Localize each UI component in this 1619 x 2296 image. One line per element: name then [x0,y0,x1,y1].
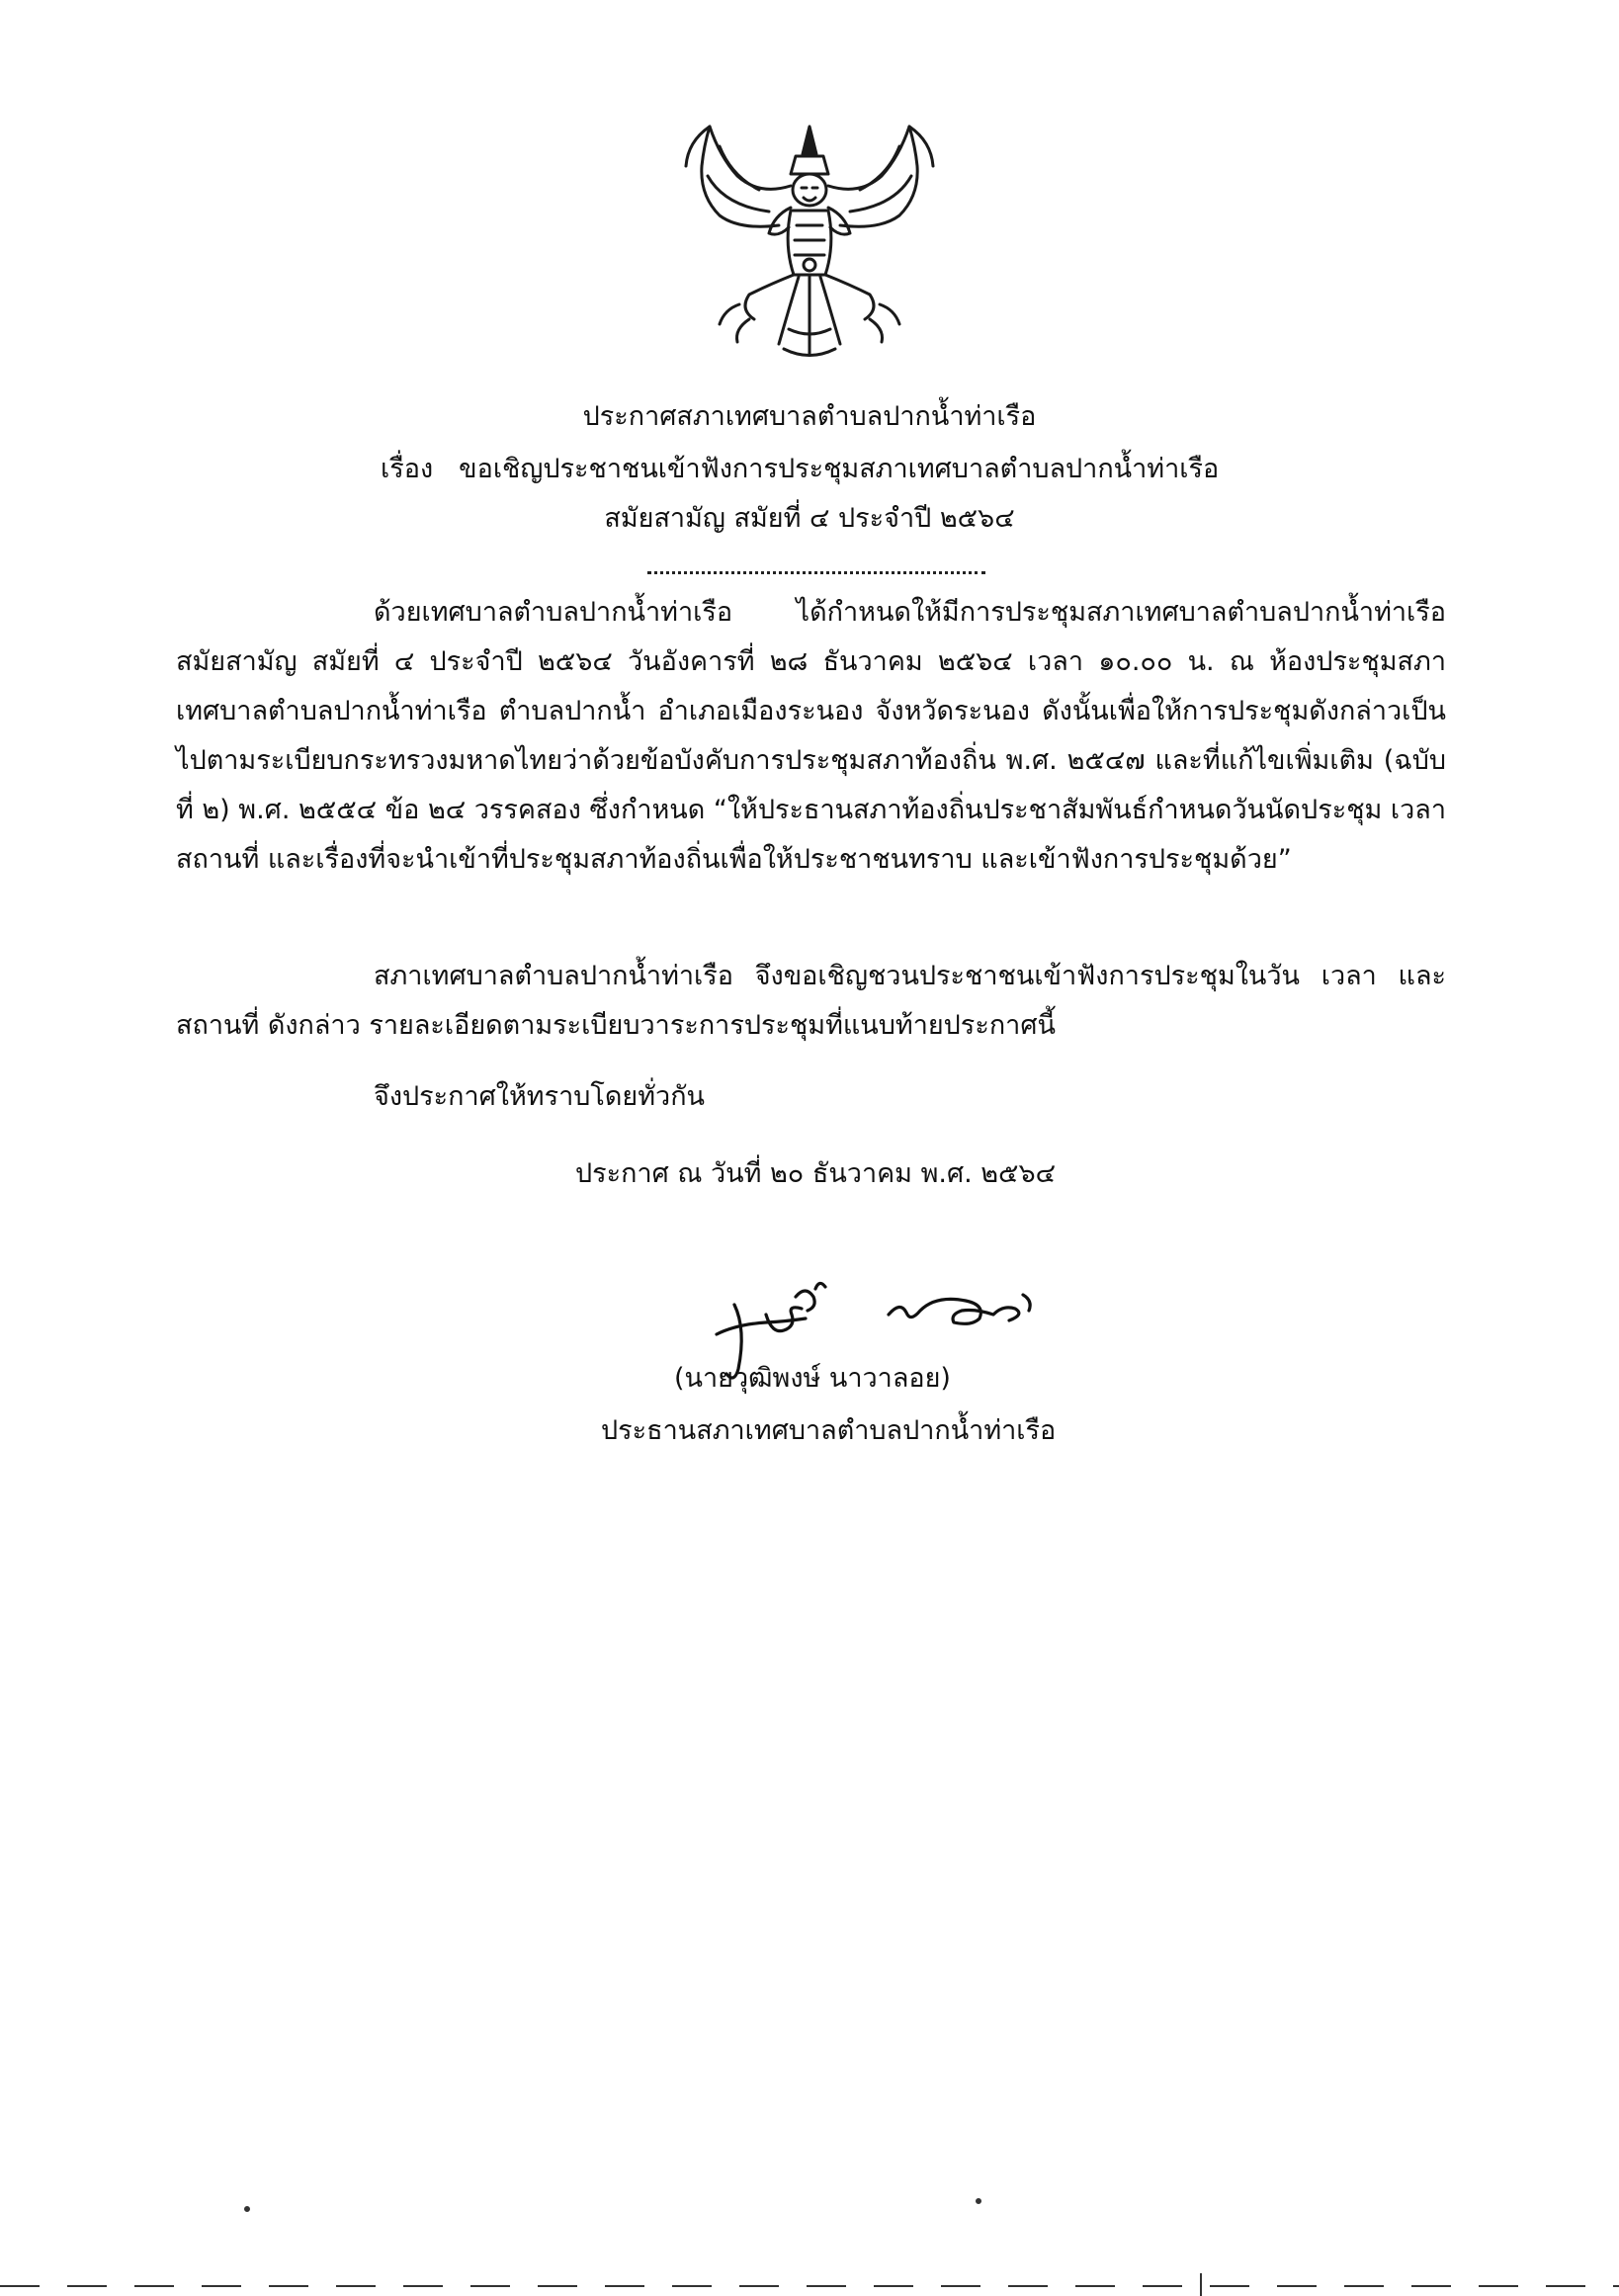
dotted-separator [647,571,985,574]
body-paragraph-2: สภาเทศบาลตำบลปากน้ำท่าเรือ จึงขอเชิญชวนประชาชนเข้าฟังการประชุมในวัน เวลา และสถานที่ ดังกล่าว รายละเอียดตามระเบียบวาระการประชุมที่แนบท้ายประกาศนี้ [176,961,1446,1041]
scan-artifact-marks [0,2174,1619,2296]
body-paragraph-1: ด้วยเทศบาลตำบลปากน้ำท่าเรือ ได้กำหนดให้มีการประชุมสภาเทศบาลตำบลปากน้ำท่าเรือ สมัยสามัญ สมัยที่ ๔ ประจำปี ๒๕๖๔ วันอังคารที่ ๒๘ ธันวาคม ๒๕๖๔ เวลา ๑๐.๐๐ น. ณ ห้องประชุมสภาเทศบาลตำบลปากน้ำท่าเรือ ตำบลปากน้ำ อำเภอเมืองระนอง จังหวัดระนอง ดังนั้นเพื่อให้การประชุมดังกล่าวเป็นไปตามระเบียบกระทรวงมหาดไทยว่าด้วยข้อบังคับการประชุมสภาท้องถิ่น พ.ศ. ๒๕๔๗ และที่แก้ไขเพิ่มเติม (ฉบับที่ ๒) พ.ศ. ๒๕๕๔ ข้อ ๒๔ วรรคสอง ซึ่งกำหนด “ให้ประธานสภาท้องถิ่นประชาสัมพันธ์กำหนดวันนัดประชุม เวลา สถานที่ และเรื่องที่จะนำเข้าที่ประชุมสภาท้องถิ่นเพื่อให้ประชาชนทราบ และเข้าฟังการประชุมด้วย” [176,597,1446,875]
garuda-emblem-icon [680,117,939,364]
signer-position: ประธานสภาเทศบาลตำบลปากน้ำท่าเรือ [601,1415,1057,1446]
subject-label: เรื่อง [381,454,434,484]
signer-name: (นายวุฒิพงษ์ นาวาลอย) [674,1363,951,1394]
subject-text: ขอเชิญประชาชนเข้าฟังการประชุมสภาเทศบาลตำบลปากน้ำท่าเรือ [459,454,1220,484]
subject-line [381,450,1219,489]
announcement-date: ประกาศ ณ วันที่ ๒๐ ธันวาคม พ.ศ. ๒๕๖๔ [575,1158,1057,1189]
body-paragraph-3: จึงประกาศให้ทราบโดยทั่วกัน [374,1081,705,1112]
session-line: สมัยสามัญ สมัยที่ ๔ ประจำปี ๒๕๖๔ [604,503,1015,534]
announcement-title: ประกาศสภาเทศบาลตำบลปากน้ำท่าเรือ [582,401,1037,432]
